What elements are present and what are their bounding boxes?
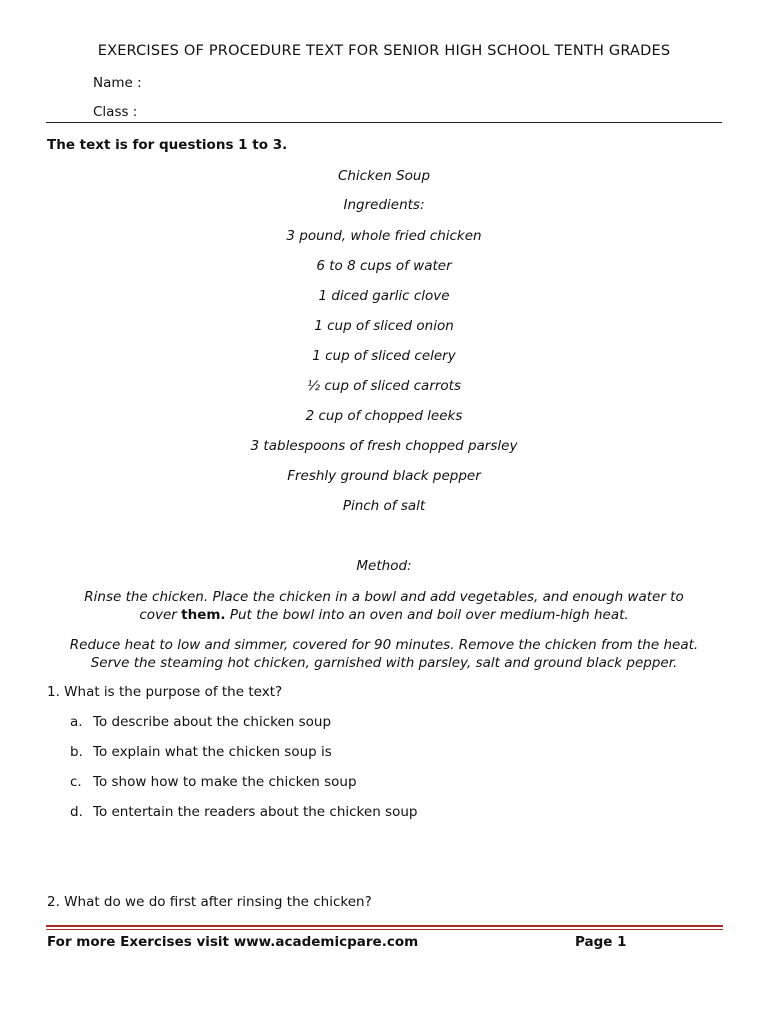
option-text: To show how to make the chicken soup xyxy=(93,774,357,790)
ingredient-item: 1 cup of sliced onion xyxy=(314,318,454,334)
ingredient-item: Freshly ground black pepper xyxy=(287,468,481,484)
option-letter: c. xyxy=(70,774,82,790)
method-paragraph-1 xyxy=(46,588,722,624)
question-2: 2. What do we do first after rinsing the chicken? xyxy=(47,894,372,910)
ingredient-item: 3 pound, whole fried chicken xyxy=(286,228,482,244)
method-line: Reduce heat to low and simmer, covered for 90 minutes. Remove the chicken from the heat. xyxy=(69,637,699,653)
method-text: cover xyxy=(139,607,182,623)
method-text: Put the bowl into an oven and boil over medium-high heat. xyxy=(225,607,629,623)
ingredient-item: ½ cup of sliced carrots xyxy=(306,378,462,394)
method-line: Serve the steaming hot chicken, garnished with parsley, salt and ground black pepper. xyxy=(90,655,678,671)
option-a xyxy=(70,714,331,730)
method-line xyxy=(46,606,722,624)
ingredient-item: 3 tablespoons of fresh chopped parsley xyxy=(250,438,518,454)
footer-divider xyxy=(46,929,723,930)
ingredient-item: 1 diced garlic clove xyxy=(318,288,450,304)
option-b xyxy=(70,744,332,760)
option-letter: a. xyxy=(70,714,83,730)
option-text: To describe about the chicken soup xyxy=(93,714,332,730)
footer-divider xyxy=(46,925,723,927)
option-letter: d. xyxy=(70,804,83,820)
option-text: To explain what the chicken soup is xyxy=(93,744,332,760)
page-title: EXERCISES OF PROCEDURE TEXT FOR SENIOR HIGH SCHOOL TENTH GRADES xyxy=(97,43,671,59)
name-label: Name : xyxy=(93,75,142,91)
question-1: 1. What is the purpose of the text? xyxy=(47,684,283,700)
header-divider xyxy=(46,122,722,123)
recipe-title: Chicken Soup xyxy=(337,168,431,184)
option-letter: b. xyxy=(70,744,83,760)
ingredient-item: Pinch of salt xyxy=(342,498,426,514)
option-d xyxy=(70,804,417,820)
ingredient-item: 1 cup of sliced celery xyxy=(312,348,456,364)
option-c xyxy=(70,774,357,790)
method-line: Rinse the chicken. Place the chicken in a bowl and add vegetables, and enough water to xyxy=(84,589,684,605)
footer-link-text: For more Exercises visit www.academicpare.com xyxy=(47,934,419,950)
option-text: To entertain the readers about the chicken soup xyxy=(93,804,418,820)
method-paragraph-2 xyxy=(46,636,722,672)
intro-text: The text is for questions 1 to 3. xyxy=(47,137,288,153)
method-heading: Method: xyxy=(356,558,412,574)
ingredients-heading: Ingredients: xyxy=(343,197,425,213)
class-label: Class : xyxy=(93,104,138,120)
ingredient-item: 2 cup of chopped leeks xyxy=(305,408,463,424)
page-number: Page 1 xyxy=(575,934,627,950)
method-emphasis: them. xyxy=(181,607,226,623)
ingredient-item: 6 to 8 cups of water xyxy=(316,258,452,274)
